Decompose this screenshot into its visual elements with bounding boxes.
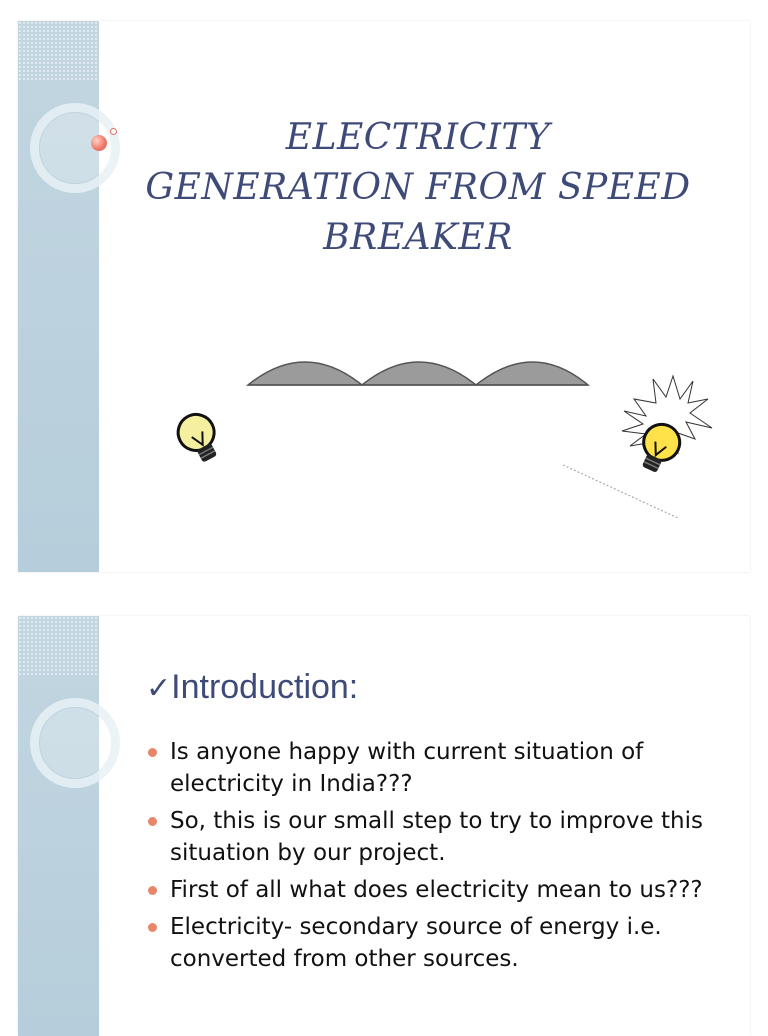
bullet-dot-icon xyxy=(148,817,157,826)
checkmark-icon: ✓ xyxy=(146,671,172,706)
bullet-text: First of all what does electricity mean to us??? xyxy=(170,877,703,903)
bullet-list xyxy=(148,736,738,980)
wire-line xyxy=(563,465,678,518)
speed-breaker-humps xyxy=(248,362,588,385)
list-item xyxy=(148,911,738,975)
title-line-2: GENERATION FROM SPEED xyxy=(145,167,691,208)
title-line-1: ELECTRICITY xyxy=(285,117,551,158)
speed-breaker-illustration xyxy=(18,21,750,572)
bullet-dot-icon xyxy=(148,923,157,932)
lightbulb-off-icon xyxy=(172,408,226,467)
introduction-slide xyxy=(18,616,750,1036)
slide-heading xyxy=(146,666,358,710)
bullet-text: Is anyone happy with current situation of electricity in India??? xyxy=(170,739,644,797)
sidebar-ring xyxy=(30,698,120,788)
heading-text: Introduction: xyxy=(171,668,359,706)
list-item xyxy=(148,805,738,869)
bullet-dot-icon xyxy=(148,748,157,757)
lightbulb-on-icon xyxy=(622,376,712,477)
list-item xyxy=(148,736,738,800)
bullet-text: Electricity- secondary source of energy i.e. converted from other sources. xyxy=(170,914,662,972)
list-item xyxy=(148,874,738,906)
slide-sidebar xyxy=(18,616,99,1036)
bullet-text: So, this is our small step to try to improve this situation by our project. xyxy=(170,808,703,866)
bullet-dot-icon xyxy=(148,886,157,895)
sidebar-dot-pattern xyxy=(18,616,99,676)
title-line-3: BREAKER xyxy=(323,217,513,258)
title-slide xyxy=(18,21,750,572)
